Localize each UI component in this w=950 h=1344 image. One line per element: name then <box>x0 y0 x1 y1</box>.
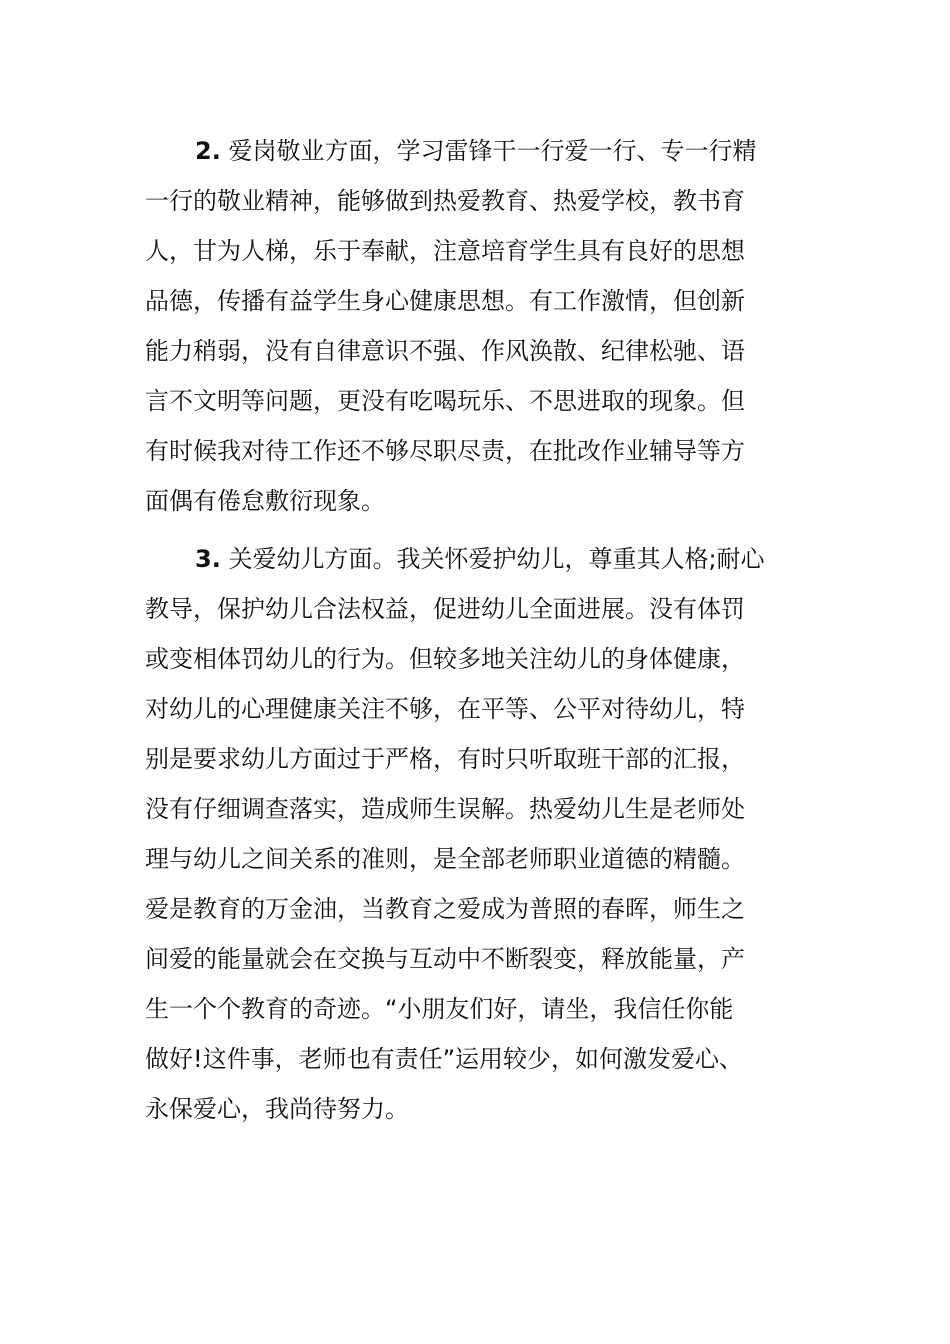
paragraph-line: 理与幼儿之间关系的准则，是全部老师职业道德的精髓。 <box>145 845 745 873</box>
paragraph-line: 教导，保护幼儿合法权益，促进幼儿全面进展。没有体罚 <box>145 595 745 623</box>
paragraph-2 <box>145 126 790 526</box>
paragraph-line: 别是要求幼儿方面过于严格，有时只听取班干部的汇报， <box>145 745 745 773</box>
paragraph-line <box>145 126 790 176</box>
paragraph-line: 对幼儿的心理健康关注不够，在平等、公平对待幼儿，特 <box>145 695 745 723</box>
paragraph-text: 关爱幼儿方面。我关怀爱护幼儿，尊重其人格;耐心 <box>228 545 765 573</box>
paragraph-3 <box>145 534 790 1134</box>
paragraph-line: 没有仔细调查落实，造成师生误解。热爱幼儿生是老师处 <box>145 795 745 823</box>
paragraph-line: 品德，传播有益学生身心健康思想。有工作激情，但创新 <box>145 287 745 315</box>
paragraph-line: 面偶有倦怠敷衍现象。 <box>145 487 385 515</box>
paragraph-text: 爱岗敬业方面，学习雷锋干一行爱一行、专一行精 <box>228 137 757 165</box>
paragraph-line <box>145 534 790 584</box>
paragraph-line: 能力稍弱，没有自律意识不强、作风涣散、纪律松驰、语 <box>145 337 745 365</box>
paragraph-line: 人，甘为人梯，乐于奉献，注意培育学生具有良好的思想 <box>145 237 745 265</box>
paragraph-line: 爱是教育的万金油，当教育之爱成为普照的春晖，师生之 <box>145 895 745 923</box>
paragraph-number: 2. <box>195 137 221 165</box>
paragraph-line: 一行的敬业精神，能够做到热爱教育、热爱学校，教书育 <box>145 187 745 215</box>
paragraph-line: 或变相体罚幼儿的行为。但较多地关注幼儿的身体健康， <box>145 645 745 673</box>
paragraph-line: 有时候我对待工作还不够尽职尽责，在批改作业辅导等方 <box>145 437 745 465</box>
paragraph-line: 永保爱心，我尚待努力。 <box>145 1095 409 1123</box>
paragraph-number: 3. <box>195 545 221 573</box>
paragraph-line: 做好!这件事，老师也有责任”运用较少，如何激发爱心、 <box>145 1045 744 1073</box>
paragraph-line: 间爱的能量就会在交换与互动中不断裂变，释放能量，产 <box>145 945 745 973</box>
paragraph-line: 生一个个教育的奇迹。“小朋友们好，请坐，我信任你能 <box>145 995 734 1023</box>
paragraph-line: 言不文明等问题，更没有吃喝玩乐、不思进取的现象。但 <box>145 387 745 415</box>
